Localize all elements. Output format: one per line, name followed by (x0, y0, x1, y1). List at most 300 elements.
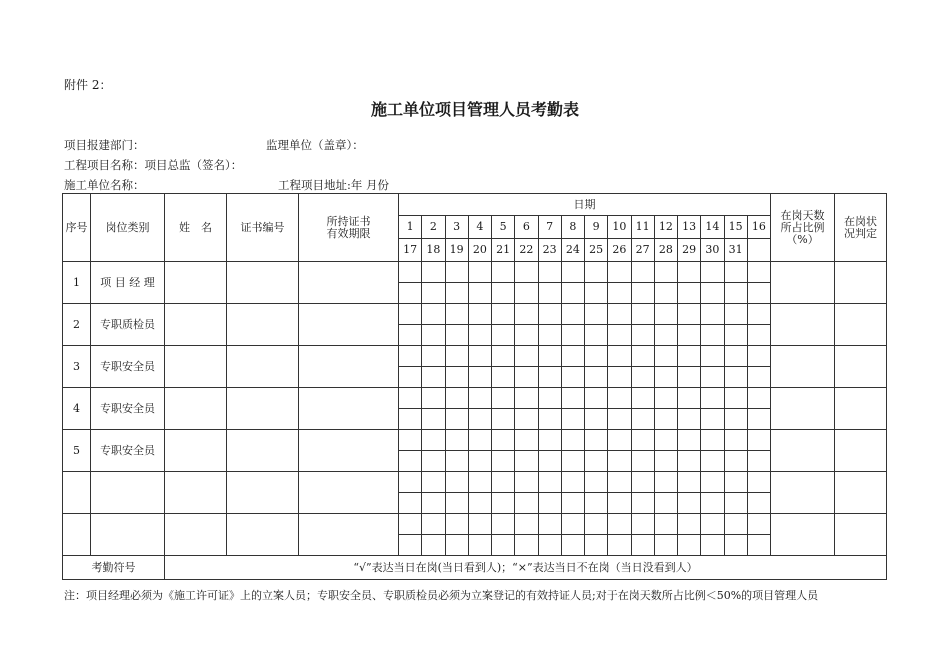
attendance-cell[interactable] (608, 409, 631, 430)
attendance-cell[interactable] (701, 514, 724, 535)
attendance-cell[interactable] (422, 388, 445, 409)
attendance-cell[interactable] (747, 493, 770, 514)
ratio-cell[interactable] (771, 388, 835, 430)
day-cell: 22 (515, 239, 538, 262)
cert-valid-cell[interactable] (299, 346, 399, 388)
attendance-cell[interactable] (631, 367, 654, 388)
cert-valid-cell[interactable] (299, 262, 399, 304)
attendance-cell[interactable] (631, 430, 654, 451)
attendance-cell[interactable] (422, 514, 445, 535)
attendance-cell[interactable] (654, 346, 677, 367)
attendance-cell[interactable] (654, 451, 677, 472)
attendance-cell[interactable] (747, 304, 770, 325)
attendance-cell[interactable] (492, 451, 515, 472)
attendance-cell[interactable] (515, 409, 538, 430)
attendance-cell[interactable] (492, 514, 515, 535)
attendance-cell[interactable] (515, 514, 538, 535)
attendance-cell[interactable] (515, 283, 538, 304)
attendance-cell[interactable] (747, 388, 770, 409)
day-cell: 21 (492, 239, 515, 262)
attendance-cell[interactable] (585, 535, 608, 556)
status-cell[interactable] (835, 430, 887, 472)
position-cell[interactable]: 专职安全员 (91, 346, 165, 388)
attendance-cell[interactable] (608, 283, 631, 304)
attendance-cell[interactable] (515, 367, 538, 388)
ratio-cell[interactable] (771, 262, 835, 304)
attendance-cell[interactable] (724, 262, 747, 283)
attendance-cell[interactable] (631, 325, 654, 346)
attendance-cell[interactable] (468, 472, 491, 493)
attendance-cell[interactable] (561, 388, 584, 409)
attendance-cell[interactable] (678, 451, 701, 472)
cert-valid-cell[interactable] (299, 304, 399, 346)
attendance-cell[interactable] (701, 262, 724, 283)
name-cell[interactable] (165, 472, 227, 514)
attendance-cell[interactable] (538, 304, 561, 325)
attendance-cell[interactable] (445, 346, 468, 367)
day-cell: 19 (445, 239, 468, 262)
ratio-cell[interactable] (771, 514, 835, 556)
position-cell[interactable]: 专职安全员 (91, 388, 165, 430)
attendance-cell[interactable] (654, 535, 677, 556)
ratio-cell[interactable] (771, 472, 835, 514)
attendance-cell[interactable] (399, 430, 422, 451)
attendance-cell[interactable] (631, 493, 654, 514)
attendance-cell[interactable] (654, 388, 677, 409)
attendance-cell[interactable] (608, 472, 631, 493)
attendance-cell[interactable] (654, 430, 677, 451)
cert-valid-cell[interactable] (299, 472, 399, 514)
attendance-cell[interactable] (701, 493, 724, 514)
day-cell: 3 (445, 216, 468, 239)
footnote: 注：项目经理必须为《施工许可证》上的立案人员；专职安全员、专职质检员必须为立案登记的有效持证人员;对于在岗天数所占比例＜50%的项目管理人员 (64, 589, 819, 602)
attendance-cell[interactable] (724, 388, 747, 409)
attendance-cell[interactable] (631, 283, 654, 304)
name-cell[interactable] (165, 388, 227, 430)
attendance-cell[interactable] (747, 346, 770, 367)
attendance-cell[interactable] (585, 409, 608, 430)
ratio-cell[interactable] (771, 430, 835, 472)
attendance-cell[interactable] (515, 472, 538, 493)
attendance-cell[interactable] (538, 472, 561, 493)
attendance-cell[interactable] (422, 451, 445, 472)
seq-cell[interactable]: 2 (63, 304, 91, 346)
attendance-cell[interactable] (678, 346, 701, 367)
seq-cell[interactable] (63, 472, 91, 514)
table-row (63, 472, 887, 493)
attendance-cell[interactable] (608, 514, 631, 535)
seq-cell[interactable]: 4 (63, 388, 91, 430)
attendance-cell[interactable] (492, 493, 515, 514)
attendance-cell[interactable] (492, 535, 515, 556)
attendance-cell[interactable] (445, 535, 468, 556)
status-cell[interactable] (835, 304, 887, 346)
attendance-cell[interactable] (724, 493, 747, 514)
attendance-cell[interactable] (747, 430, 770, 451)
name-cell[interactable] (165, 262, 227, 304)
attendance-cell[interactable] (654, 304, 677, 325)
project-dept-label: 项目报建部门： (64, 138, 145, 152)
attendance-cell[interactable] (747, 262, 770, 283)
attendance-cell[interactable] (724, 472, 747, 493)
attendance-cell[interactable] (561, 472, 584, 493)
attendance-cell[interactable] (422, 325, 445, 346)
attendance-cell[interactable] (678, 325, 701, 346)
attendance-cell[interactable] (468, 262, 491, 283)
day-cell: 12 (654, 216, 677, 239)
attendance-cell[interactable] (492, 304, 515, 325)
attendance-cell[interactable] (724, 430, 747, 451)
attendance-cell[interactable] (701, 325, 724, 346)
project-address-label: 工程项目地址:年 月份 (278, 178, 390, 192)
attendance-cell[interactable] (422, 283, 445, 304)
attendance-table (62, 193, 887, 580)
attendance-cell[interactable] (724, 325, 747, 346)
legend-label: 考勤符号 (63, 556, 165, 580)
attendance-cell[interactable] (399, 367, 422, 388)
attendance-cell[interactable] (631, 535, 654, 556)
attendance-cell[interactable] (399, 493, 422, 514)
attendance-cell[interactable] (561, 325, 584, 346)
attendance-cell[interactable] (678, 493, 701, 514)
day-cell: 13 (678, 216, 701, 239)
attendance-cell[interactable] (701, 409, 724, 430)
attendance-cell[interactable] (701, 283, 724, 304)
attendance-cell[interactable] (515, 493, 538, 514)
attendance-cell[interactable] (701, 346, 724, 367)
attendance-cell[interactable] (654, 262, 677, 283)
attendance-cell[interactable] (399, 346, 422, 367)
attendance-cell[interactable] (492, 430, 515, 451)
day-cell: 4 (468, 216, 491, 239)
attendance-cell[interactable] (678, 472, 701, 493)
table-row (63, 304, 887, 325)
attendance-cell[interactable] (608, 451, 631, 472)
name-cell[interactable] (165, 304, 227, 346)
attendance-cell[interactable] (585, 493, 608, 514)
attendance-cell[interactable] (538, 283, 561, 304)
position-cell[interactable] (91, 472, 165, 514)
attendance-cell[interactable] (608, 388, 631, 409)
attendance-cell[interactable] (678, 304, 701, 325)
attendance-cell[interactable] (445, 367, 468, 388)
attendance-cell[interactable] (585, 514, 608, 535)
attendance-cell[interactable] (701, 472, 724, 493)
attendance-cell[interactable] (468, 325, 491, 346)
attendance-cell[interactable] (608, 367, 631, 388)
attendance-cell[interactable] (399, 514, 422, 535)
name-cell[interactable] (165, 514, 227, 556)
status-cell[interactable] (835, 472, 887, 514)
attendance-cell[interactable] (561, 367, 584, 388)
name-cell[interactable] (165, 346, 227, 388)
ratio-cell[interactable] (771, 304, 835, 346)
attendance-cell[interactable] (445, 388, 468, 409)
attendance-cell[interactable] (724, 283, 747, 304)
attendance-cell[interactable] (422, 409, 445, 430)
attendance-cell[interactable] (631, 451, 654, 472)
attendance-cell[interactable] (631, 388, 654, 409)
attendance-cell[interactable] (422, 304, 445, 325)
day-cell: 28 (654, 239, 677, 262)
attendance-cell[interactable] (445, 304, 468, 325)
attendance-cell[interactable] (747, 325, 770, 346)
position-cell[interactable]: 专职质检员 (91, 304, 165, 346)
attendance-cell[interactable] (585, 472, 608, 493)
attendance-cell[interactable] (561, 262, 584, 283)
cert-no-cell[interactable] (227, 262, 299, 304)
attendance-cell[interactable] (515, 430, 538, 451)
attendance-cell[interactable] (492, 409, 515, 430)
attendance-cell[interactable] (608, 325, 631, 346)
cert-valid-cell[interactable] (299, 430, 399, 472)
attendance-cell[interactable] (608, 535, 631, 556)
attendance-cell[interactable] (678, 262, 701, 283)
attendance-cell[interactable] (561, 346, 584, 367)
attendance-cell[interactable] (678, 367, 701, 388)
attendance-cell[interactable] (561, 409, 584, 430)
attendance-cell[interactable] (585, 325, 608, 346)
attendance-cell[interactable] (747, 283, 770, 304)
attendance-cell[interactable] (538, 346, 561, 367)
attendance-cell[interactable] (631, 262, 654, 283)
attendance-cell[interactable] (538, 514, 561, 535)
attendance-cell[interactable] (538, 451, 561, 472)
attendance-cell[interactable] (561, 451, 584, 472)
attendance-cell[interactable] (515, 388, 538, 409)
attendance-cell[interactable] (585, 388, 608, 409)
attendance-cell[interactable] (701, 388, 724, 409)
attendance-cell[interactable] (422, 493, 445, 514)
seq-cell[interactable]: 5 (63, 430, 91, 472)
cert-no-cell[interactable] (227, 472, 299, 514)
attendance-cell[interactable] (654, 325, 677, 346)
attendance-cell[interactable] (445, 451, 468, 472)
attendance-cell[interactable] (678, 409, 701, 430)
status-cell[interactable] (835, 346, 887, 388)
attendance-cell[interactable] (654, 493, 677, 514)
attendance-cell[interactable] (608, 430, 631, 451)
attendance-cell[interactable] (468, 346, 491, 367)
attendance-cell[interactable] (724, 535, 747, 556)
position-cell[interactable]: 专职安全员 (91, 430, 165, 472)
attendance-cell[interactable] (515, 451, 538, 472)
attendance-cell[interactable] (468, 535, 491, 556)
cert-valid-cell[interactable] (299, 388, 399, 430)
cert-no-cell[interactable] (227, 388, 299, 430)
attendance-cell[interactable] (538, 535, 561, 556)
attendance-cell[interactable] (445, 514, 468, 535)
day-cell: 17 (399, 239, 422, 262)
attendance-cell[interactable] (701, 304, 724, 325)
attendance-cell[interactable] (399, 325, 422, 346)
attendance-cell[interactable] (538, 367, 561, 388)
seq-cell[interactable]: 3 (63, 346, 91, 388)
attendance-cell[interactable] (445, 283, 468, 304)
attendance-cell[interactable] (468, 493, 491, 514)
attendance-cell[interactable] (561, 304, 584, 325)
attendance-cell[interactable] (538, 409, 561, 430)
seq-cell[interactable] (63, 514, 91, 556)
attendance-cell[interactable] (445, 262, 468, 283)
attendance-cell[interactable] (561, 514, 584, 535)
attendance-cell[interactable] (492, 325, 515, 346)
attendance-cell[interactable] (747, 472, 770, 493)
attendance-cell[interactable] (747, 409, 770, 430)
day-cell: 30 (701, 239, 724, 262)
attendance-cell[interactable] (399, 388, 422, 409)
attendance-cell[interactable] (468, 451, 491, 472)
attendance-cell[interactable] (492, 388, 515, 409)
attendance-cell[interactable] (585, 430, 608, 451)
attendance-cell[interactable] (654, 283, 677, 304)
attendance-cell[interactable] (747, 367, 770, 388)
attendance-cell[interactable] (399, 451, 422, 472)
day-cell: 27 (631, 239, 654, 262)
attendance-cell[interactable] (515, 325, 538, 346)
legend-row (63, 556, 887, 580)
attendance-cell[interactable] (422, 367, 445, 388)
attendance-cell[interactable] (468, 283, 491, 304)
header-ratio (771, 194, 835, 262)
attendance-cell[interactable] (608, 304, 631, 325)
attendance-cell[interactable] (538, 325, 561, 346)
attendance-cell[interactable] (701, 430, 724, 451)
attendance-cell[interactable] (422, 262, 445, 283)
attendance-cell[interactable] (492, 367, 515, 388)
attendance-cell[interactable] (492, 262, 515, 283)
attendance-cell[interactable] (468, 304, 491, 325)
attendance-cell[interactable] (747, 514, 770, 535)
attendance-cell[interactable] (468, 388, 491, 409)
seq-cell[interactable]: 1 (63, 262, 91, 304)
attendance-cell[interactable] (608, 346, 631, 367)
day-cell: 8 (561, 216, 584, 239)
attendance-cell[interactable] (678, 514, 701, 535)
attendance-cell[interactable] (515, 346, 538, 367)
attendance-cell[interactable] (561, 430, 584, 451)
attendance-cell[interactable] (468, 514, 491, 535)
attendance-cell[interactable] (538, 430, 561, 451)
attendance-cell[interactable] (399, 262, 422, 283)
status-cell[interactable] (835, 388, 887, 430)
attendance-cell[interactable] (445, 472, 468, 493)
ratio-cell[interactable] (771, 346, 835, 388)
cert-no-cell[interactable] (227, 304, 299, 346)
header-cert-valid-line2: 有效期限 (326, 226, 371, 240)
attendance-cell[interactable] (422, 430, 445, 451)
attendance-cell[interactable] (585, 451, 608, 472)
attendance-cell[interactable] (492, 283, 515, 304)
attendance-cell[interactable] (561, 283, 584, 304)
attendance-cell[interactable] (631, 346, 654, 367)
attendance-cell[interactable] (654, 367, 677, 388)
attendance-cell[interactable] (608, 493, 631, 514)
attendance-cell[interactable] (538, 493, 561, 514)
attendance-cell[interactable] (399, 472, 422, 493)
attendance-cell[interactable] (399, 304, 422, 325)
attendance-cell[interactable] (399, 409, 422, 430)
day-cell: 31 (724, 239, 747, 262)
attendance-cell[interactable] (585, 262, 608, 283)
attendance-cell[interactable] (678, 283, 701, 304)
attendance-cell[interactable] (585, 283, 608, 304)
attendance-cell[interactable] (678, 430, 701, 451)
attendance-cell[interactable] (538, 388, 561, 409)
attendance-cell[interactable] (445, 430, 468, 451)
attendance-cell[interactable] (585, 346, 608, 367)
attendance-cell[interactable] (561, 493, 584, 514)
attendance-cell[interactable] (631, 304, 654, 325)
attendance-cell[interactable] (678, 535, 701, 556)
name-cell[interactable] (165, 430, 227, 472)
attendance-cell[interactable] (445, 409, 468, 430)
attendance-cell[interactable] (724, 451, 747, 472)
attendance-cell[interactable] (724, 367, 747, 388)
attendance-cell[interactable] (631, 514, 654, 535)
day-cell: 20 (468, 239, 491, 262)
attendance-cell[interactable] (422, 346, 445, 367)
status-cell[interactable] (835, 514, 887, 556)
cert-no-cell[interactable] (227, 514, 299, 556)
legend-text: “√”表达当日在岗(当日看到人)；“×”表达当日不在岗（当日没看到人） (165, 556, 887, 580)
attendance-cell[interactable] (515, 535, 538, 556)
attendance-cell[interactable] (422, 535, 445, 556)
attendance-cell[interactable] (445, 325, 468, 346)
attendance-cell[interactable] (585, 304, 608, 325)
attendance-cell[interactable] (724, 304, 747, 325)
attendance-cell[interactable] (747, 535, 770, 556)
attendance-cell[interactable] (631, 409, 654, 430)
attendance-cell[interactable] (399, 283, 422, 304)
attendance-cell[interactable] (468, 430, 491, 451)
attendance-cell[interactable] (747, 451, 770, 472)
attendance-cell[interactable] (399, 535, 422, 556)
attendance-cell[interactable] (538, 262, 561, 283)
attendance-cell[interactable] (678, 388, 701, 409)
attendance-cell[interactable] (585, 367, 608, 388)
attendance-cell[interactable] (492, 472, 515, 493)
cert-no-cell[interactable] (227, 346, 299, 388)
attendance-cell[interactable] (515, 304, 538, 325)
attendance-cell[interactable] (608, 262, 631, 283)
attendance-cell[interactable] (654, 472, 677, 493)
attendance-cell[interactable] (468, 367, 491, 388)
attendance-cell[interactable] (422, 472, 445, 493)
attendance-cell[interactable] (724, 409, 747, 430)
attendance-cell[interactable] (631, 472, 654, 493)
attendance-cell[interactable] (724, 514, 747, 535)
attendance-cell[interactable] (492, 346, 515, 367)
project-name-label: 工程项目名称：项目总监（签名）： (64, 158, 243, 172)
attendance-cell[interactable] (654, 514, 677, 535)
attendance-cell[interactable] (724, 346, 747, 367)
position-cell[interactable] (91, 514, 165, 556)
attendance-cell[interactable] (701, 367, 724, 388)
attendance-cell[interactable] (701, 535, 724, 556)
position-cell[interactable]: 项 目 经 理 (91, 262, 165, 304)
attendance-cell[interactable] (515, 262, 538, 283)
attendance-cell[interactable] (445, 493, 468, 514)
attendance-cell[interactable] (701, 451, 724, 472)
attendance-cell[interactable] (468, 409, 491, 430)
cert-no-cell[interactable] (227, 430, 299, 472)
attendance-cell[interactable] (561, 535, 584, 556)
attendance-cell[interactable] (654, 409, 677, 430)
cert-valid-cell[interactable] (299, 514, 399, 556)
status-cell[interactable] (835, 262, 887, 304)
attachment-label: 附件 2： (64, 78, 112, 92)
